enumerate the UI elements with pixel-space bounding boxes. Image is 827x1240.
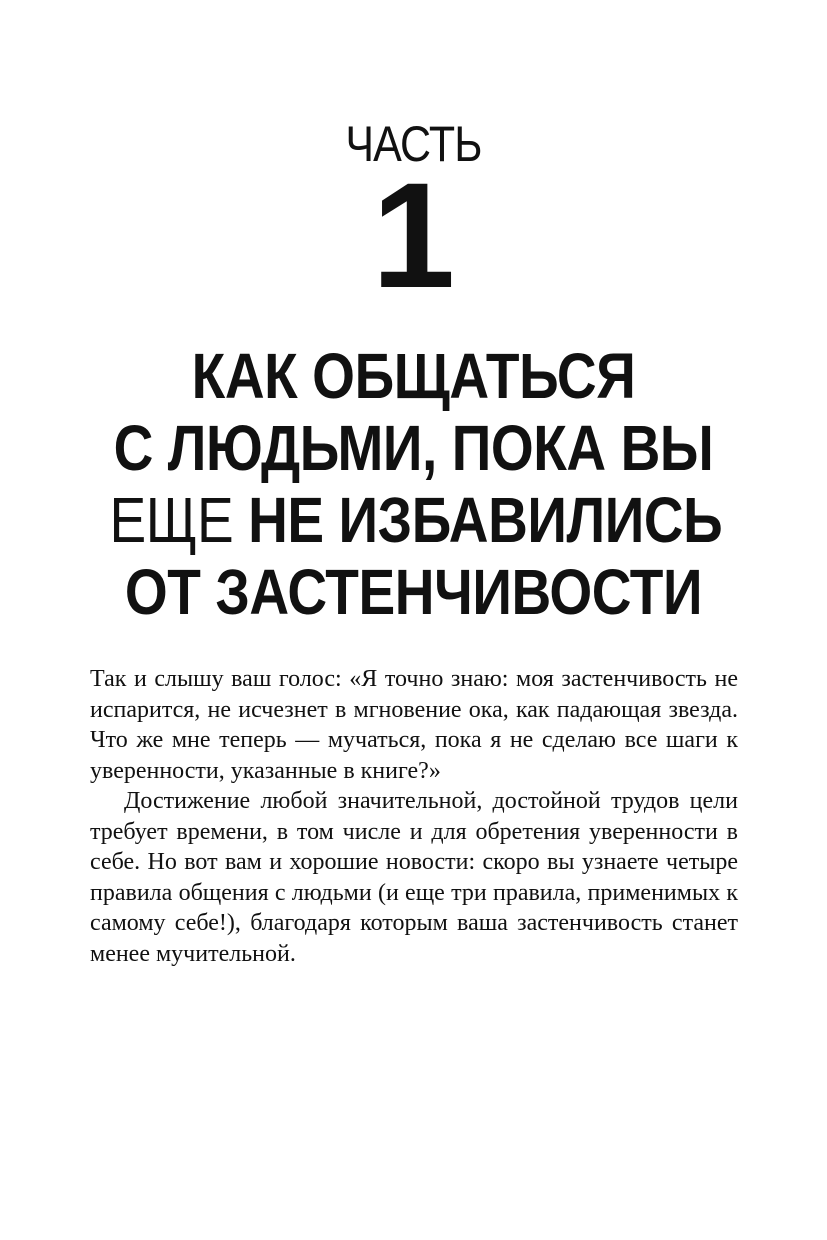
paragraph-2: Достижение любой значительной, достойной трудов цели требует времени, в том числе и для обретения уверенности в себе. Но вот вам и хорошие новости: скоро вы узнаете четыре правила общения с людьми (и еще три правила, применимых к самому себе!), благодаря которым ваша застенчивость станет менее мучительной. — [90, 788, 738, 967]
chapter-title — [60, 340, 767, 628]
chapter-title-line-3 — [109, 484, 723, 556]
chapter-title-line-3-bold: НЕ ИЗБАВИЛИСЬ — [248, 484, 723, 556]
chapter-title-line-4: ОТ ЗАСТЕНЧИВОСТИ — [124, 556, 703, 628]
part-label: ЧАСТЬ — [345, 116, 482, 172]
chapter-title-line-2: С ЛЮДЬМИ, ПОКА ВЫ — [113, 412, 714, 484]
paragraph-1: Так и слышу ваш голос: «Я точно знаю: моя застенчивость не испарится, не исчезнет в мгновение ока, как падающая звезда. Что же мне теперь — мучаться, пока я не сделаю все шаги к уверенности, указанные в книге?» — [90, 666, 738, 784]
part-number: 1 — [371, 151, 456, 319]
chapter-title-line-1: КАК ОБЩАТЬСЯ — [191, 340, 636, 412]
body-text — [90, 664, 738, 969]
chapter-title-line-3-light: ЕЩЕ — [109, 484, 234, 556]
